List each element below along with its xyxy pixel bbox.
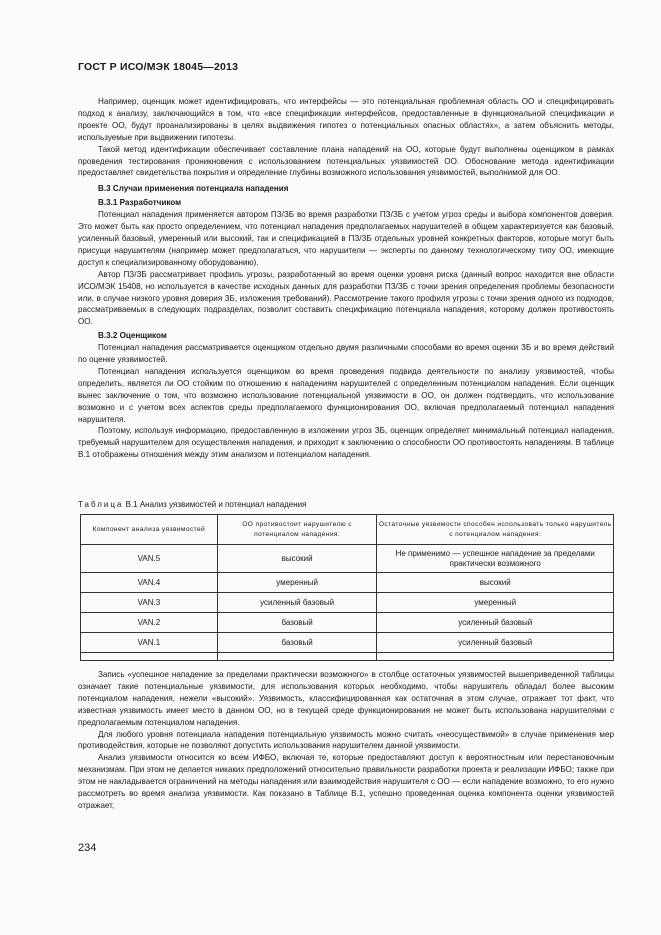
body-bottom: [78, 669, 614, 812]
table-cell: VAN.2: [81, 613, 218, 633]
table-row: [81, 633, 614, 653]
paragraph: Поэтому, используя информацию, предоставленную в изложении угроз ЗБ, оценщик определяет минимальный потенциал нападения, требуемый нарушителем для осуществления нападения, и приходит к заключению о способности ОО противостоять нападениям. В таблице В.1 отображены отношения между этим анализом и потенциалом нападения.: [78, 426, 614, 460]
table-header-cell: ОО противостоит нарушителю с потенциалом нападения:: [217, 515, 377, 545]
paragraph: Такой метод идентификации обеспечивает составление плана нападений на ОО, которые будут выполнены оценщиком в рамках проведения тестирования проникновения с использованием потенциальных уязвимостей ОО. Обоснование метода идентификации предоставляет свидетельства покрытия и определение глубины возможного использования уязвимостей, выполнимой для ОО.: [78, 144, 614, 178]
table-cell: VAN.4: [81, 573, 218, 593]
table-spacer-cell: [217, 653, 377, 661]
table-cell: умеренный: [217, 573, 377, 593]
paragraph: Например, оценщик может идентифицировать, что интерфейсы — это потенциальная проблемная область ОО и специфицировать подход к анализу, заключающийся в том, что «все спецификации интерфейсов, предоставленные в функциональной спецификации и проекте ОО, будут проанализированы в целях выдвижения гипотез о потенциальных опасных областях», а затем объяснить методы, используемые при выдвижении гипотезы.: [78, 97, 614, 142]
table-cell: VAN.3: [81, 593, 218, 613]
table-cell: умеренный: [377, 593, 614, 613]
table-cell: базовый: [217, 633, 377, 653]
paragraph: Потенциал нападения применяется автором ПЗ/ЗБ во время разработки ПЗ/ЗБ с учетом угроз среды и выбора компонентов доверия. Это может быть как просто определением, что потенциал нападения предполагаемых нарушителей в общем характеризуется как базовый, усиленный базовый, умеренный или высокий, так и спецификацией в ПЗ/ЗБ отдельных уровней конкретных факторов, которые могут быть присущи нарушителям (например может предполагаться, что нарушители — эксперты по данному технологическому типу ОО, имеющие доступ к специализированному оборудованию).: [78, 210, 614, 267]
paragraph: Запись «успешное нападение за пределами практически возможного» в столбце остаточных уязвимостей вышеприведенной таблицы означает такие потенциальные уязвимости, для использования которых необходимо, чтобы нарушитель обладал более высоким потенциалом нападения, нежели «высокий». Уязвимость, классифицированная как остаточная в этом случае, отражает тот факт, что известная уязвимость имеет место в данном ОО, но в текущей среде функционирования не может быть использована нарушителями с предполагаемым потенциалом нападения.: [78, 670, 614, 727]
table-cell: усиленный базовый: [217, 593, 377, 613]
body-top: [78, 96, 614, 461]
paragraph: Автор ПЗ/ЗБ рассматривает профиль угрозы, разработанный во время оценки уровня риска (данный вопрос находится вне области ИСО/МЭК 15408, но используется в качестве исходных данных для разработки ПЗ/ЗБ с точки зрения определения проблемы безопасности или, в случае низкого уровня доверия ЗБ, изложения требований). Рассмотрение такого профиля угрозы с точки зрения одного из подходов, рассматриваемых в следующих подразделах, позволит составить спецификацию потенциала нападения, которому должен противостоять ОО.: [78, 269, 614, 327]
paragraph: Для любого уровня потенциала нападения потенциальную уязвимость можно считать «неосуществимой» в случае применения мер противодействия, которые не позволяют допустить использования нарушителем данной уязвимости.: [78, 729, 614, 751]
table-cell: базовый: [217, 613, 377, 633]
table-cell: VAN.1: [81, 633, 218, 653]
page-number: 234: [78, 842, 97, 854]
table-row: [81, 573, 614, 593]
vulnerability-table: [80, 514, 614, 661]
section-heading: В.3 Случаи применения потенциала нападения: [98, 184, 289, 194]
table-row: [81, 593, 614, 613]
table-header-row: [81, 515, 614, 545]
table-caption-text: В.1 Анализ уязвимостей и потенциал нападения: [125, 500, 307, 509]
table-cell: VAN.5: [81, 545, 218, 573]
subsection-heading: В.3.2 Оценщиком: [98, 331, 167, 341]
table-spacer-row: [81, 653, 614, 661]
table-row: [81, 613, 614, 633]
table-row: [81, 545, 614, 573]
table-spacer-cell: [377, 653, 614, 661]
table-cell: высокий: [217, 545, 377, 573]
paragraph: Анализ уязвимости относится ко всем ИФБО, включая те, которые предоставляют доступ к вероятностным или перестановочным механизмам. При этом не делается никаких предположений относительно правильности разработки проекта и реализации ИФБО; также при этом не накладывается ограничений на методы нападения или взаимодействия нарушителя с ОО — если нападение возможно, то его нужно рассмотреть во время анализа уязвимости. Как показано в Таблице В.1, успешно проведенная оценка компонента оценки уязвимостей отражает,: [78, 753, 614, 810]
table-cell: высокий: [377, 573, 614, 593]
table-caption-word: Таблица: [78, 500, 124, 509]
document-header: ГОСТ Р ИСО/МЭК 18045—2013: [78, 61, 239, 73]
paragraph: Потенциал нападения рассматривается оценщиком отдельно двумя различными способами во время оценки ЗБ и во время действий по оценке уязвимостей.: [78, 343, 614, 365]
paragraph: Потенциал нападения используется оценщиком во время проведения подвида деятельности по анализу уязвимостей, чтобы определить, является ли ОО стойким по отношению к нападениям нарушителей с определенным потенциалом нападения. Если оценщик вынес заключение о том, что возможно использование потенциальной уязвимости в ОО, он должен подтвердить, что использование возможно и с учетом всех аспектов среды предполагаемого функционирования ОО, включая предполагаемый потенциал нападения нарушителя.: [78, 366, 614, 424]
table-header-cell: Остаточные уязвимости способен использовать только нарушитель с потенциалом нападения:: [377, 515, 614, 545]
table-cell: усиленный базовый: [377, 633, 614, 653]
table-cell: усиленный базовый: [377, 613, 614, 633]
subsection-heading: В.3.1 Разработчиком: [98, 198, 182, 208]
table-caption: [78, 500, 306, 509]
table-header-cell: Компонент анализа уязвимостей: [81, 515, 218, 545]
table-spacer-cell: [81, 653, 218, 661]
table-cell: Не применимо — успешное нападение за пределами практически возможного: [377, 545, 614, 573]
